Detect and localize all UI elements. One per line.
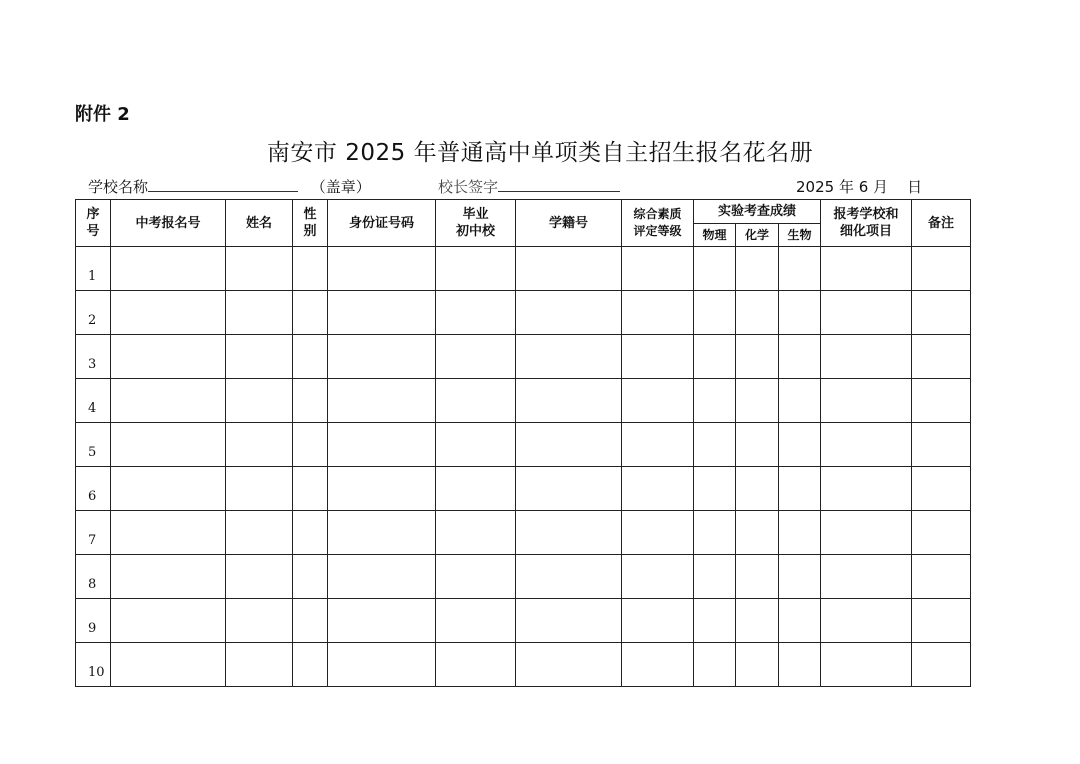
table-row	[76, 511, 971, 555]
cell-lab-physics[interactable]	[694, 511, 736, 555]
cell-lab-biology[interactable]	[779, 511, 821, 555]
header-quality-line1: 综合素质	[633, 207, 682, 221]
header-gender	[293, 200, 328, 247]
row-number: 4	[76, 379, 111, 423]
cell-lab-biology[interactable]	[779, 379, 821, 423]
cell-lab-biology[interactable]	[779, 555, 821, 599]
header-remarks: 备注	[912, 200, 971, 247]
registration-table	[75, 199, 971, 687]
header-quality-line2: 评定等级	[633, 224, 682, 238]
header-exam-no: 中考报名号	[111, 200, 226, 247]
cell-apply-school[interactable]	[821, 511, 912, 555]
cell-lab-chemistry[interactable]	[736, 291, 779, 335]
principal-label: 校长签字	[438, 178, 499, 196]
cell-quality-grade[interactable]	[622, 467, 694, 511]
cell-remarks[interactable]	[912, 511, 971, 555]
cell-gender[interactable]	[293, 335, 328, 379]
cell-id-no[interactable]	[328, 379, 436, 423]
row-number: 6	[76, 467, 111, 511]
cell-gender[interactable]	[293, 291, 328, 335]
cell-lab-physics[interactable]	[694, 379, 736, 423]
cell-student-no[interactable]	[516, 247, 622, 291]
cell-exam-no[interactable]	[111, 247, 226, 291]
cell-remarks[interactable]	[912, 643, 971, 687]
cell-student-no[interactable]	[516, 423, 622, 467]
school-name-line	[88, 176, 371, 197]
header-apply-school	[821, 200, 912, 247]
cell-exam-no[interactable]	[111, 511, 226, 555]
header-seq	[76, 200, 111, 247]
cell-graduation-school[interactable]	[436, 379, 516, 423]
cell-graduation-school[interactable]	[436, 467, 516, 511]
cell-remarks[interactable]	[912, 291, 971, 335]
date-text: 2025 年 6 月 日	[796, 178, 923, 196]
cell-lab-biology[interactable]	[779, 467, 821, 511]
cell-quality-grade[interactable]	[622, 555, 694, 599]
school-name-label: 学校名称	[88, 178, 149, 196]
cell-exam-no[interactable]	[111, 291, 226, 335]
cell-exam-no[interactable]	[111, 555, 226, 599]
cell-remarks[interactable]	[912, 379, 971, 423]
cell-apply-school[interactable]	[821, 291, 912, 335]
table-body	[76, 247, 971, 687]
page-title: 南安市 2025 年普通高中单项类自主招生报名花名册	[266, 140, 814, 166]
cell-id-no[interactable]	[328, 423, 436, 467]
cell-exam-no[interactable]	[111, 379, 226, 423]
cell-lab-physics[interactable]	[694, 291, 736, 335]
header-grad-line2: 初中校	[455, 224, 495, 239]
cell-exam-no[interactable]	[111, 467, 226, 511]
cell-gender[interactable]	[293, 555, 328, 599]
header-lab-chemistry: 化学	[736, 224, 779, 247]
cell-exam-no[interactable]	[111, 599, 226, 643]
cell-student-no[interactable]	[516, 467, 622, 511]
school-name-blank[interactable]	[148, 176, 298, 192]
cell-lab-biology[interactable]	[779, 335, 821, 379]
cell-name[interactable]	[226, 379, 293, 423]
cell-gender[interactable]	[293, 643, 328, 687]
header-apply-line1: 报考学校和	[833, 207, 899, 222]
cell-lab-biology[interactable]	[779, 247, 821, 291]
cell-remarks[interactable]	[912, 423, 971, 467]
header-seq-line1: 序	[86, 207, 100, 222]
cell-name[interactable]	[226, 291, 293, 335]
header-lab-biology: 生物	[779, 224, 821, 247]
table-row	[76, 423, 971, 467]
cell-exam-no[interactable]	[111, 335, 226, 379]
table-row	[76, 467, 971, 511]
cell-lab-physics[interactable]	[694, 335, 736, 379]
cell-student-no[interactable]	[516, 643, 622, 687]
row-number: 5	[76, 423, 111, 467]
cell-gender[interactable]	[293, 467, 328, 511]
header-graduation-school	[436, 200, 516, 247]
cell-id-no[interactable]	[328, 555, 436, 599]
cell-id-no[interactable]	[328, 467, 436, 511]
cell-lab-biology[interactable]	[779, 291, 821, 335]
table-row	[76, 555, 971, 599]
cell-lab-physics[interactable]	[694, 247, 736, 291]
cell-quality-grade[interactable]	[622, 643, 694, 687]
cell-lab-physics[interactable]	[694, 555, 736, 599]
cell-gender[interactable]	[293, 423, 328, 467]
cell-name[interactable]	[226, 511, 293, 555]
cell-quality-grade[interactable]	[622, 335, 694, 379]
table-row	[76, 599, 971, 643]
cell-graduation-school[interactable]	[436, 247, 516, 291]
cell-remarks[interactable]	[912, 599, 971, 643]
cell-graduation-school[interactable]	[436, 291, 516, 335]
cell-name[interactable]	[226, 247, 293, 291]
cell-apply-school[interactable]	[821, 467, 912, 511]
table-row	[76, 291, 971, 335]
cell-lab-physics[interactable]	[694, 467, 736, 511]
row-number: 1	[76, 247, 111, 291]
cell-id-no[interactable]	[328, 511, 436, 555]
cell-gender[interactable]	[293, 379, 328, 423]
cell-quality-grade[interactable]	[622, 511, 694, 555]
header-lab-physics: 物理	[694, 224, 736, 247]
cell-lab-chemistry[interactable]	[736, 511, 779, 555]
cell-graduation-school[interactable]	[436, 335, 516, 379]
cell-name[interactable]	[226, 467, 293, 511]
cell-id-no[interactable]	[328, 335, 436, 379]
cell-lab-biology[interactable]	[779, 599, 821, 643]
cell-graduation-school[interactable]	[436, 643, 516, 687]
cell-name[interactable]	[226, 423, 293, 467]
cell-apply-school[interactable]	[821, 379, 912, 423]
cell-graduation-school[interactable]	[436, 511, 516, 555]
cell-lab-physics[interactable]	[694, 643, 736, 687]
cell-lab-chemistry[interactable]	[736, 599, 779, 643]
row-number: 10	[76, 643, 111, 687]
header-gender-line2: 别	[303, 224, 317, 239]
cell-id-no[interactable]	[328, 643, 436, 687]
header-quality-grade	[622, 200, 694, 247]
seal-label: （盖章）	[310, 178, 371, 196]
cell-remarks[interactable]	[912, 247, 971, 291]
cell-apply-school[interactable]	[821, 599, 912, 643]
cell-apply-school[interactable]	[821, 335, 912, 379]
table-row	[76, 379, 971, 423]
cell-apply-school[interactable]	[821, 247, 912, 291]
cell-apply-school[interactable]	[821, 555, 912, 599]
cell-lab-chemistry[interactable]	[736, 643, 779, 687]
principal-signature-blank[interactable]	[498, 176, 620, 192]
cell-graduation-school[interactable]	[436, 423, 516, 467]
cell-student-no[interactable]	[516, 511, 622, 555]
cell-name[interactable]	[226, 599, 293, 643]
cell-lab-chemistry[interactable]	[736, 555, 779, 599]
cell-id-no[interactable]	[328, 247, 436, 291]
cell-remarks[interactable]	[912, 555, 971, 599]
cell-student-no[interactable]	[516, 291, 622, 335]
cell-student-no[interactable]	[516, 599, 622, 643]
cell-exam-no[interactable]	[111, 423, 226, 467]
header-student-no: 学籍号	[516, 200, 622, 247]
row-number: 7	[76, 511, 111, 555]
cell-id-no[interactable]	[328, 291, 436, 335]
cell-exam-no[interactable]	[111, 643, 226, 687]
cell-graduation-school[interactable]	[436, 555, 516, 599]
header-id-no: 身份证号码	[328, 200, 436, 247]
cell-lab-physics[interactable]	[694, 599, 736, 643]
cell-quality-grade[interactable]	[622, 291, 694, 335]
cell-graduation-school[interactable]	[436, 599, 516, 643]
cell-lab-physics[interactable]	[694, 423, 736, 467]
cell-lab-chemistry[interactable]	[736, 423, 779, 467]
cell-gender[interactable]	[293, 599, 328, 643]
cell-quality-grade[interactable]	[622, 247, 694, 291]
row-number: 9	[76, 599, 111, 643]
row-number: 8	[76, 555, 111, 599]
cell-lab-chemistry[interactable]	[736, 467, 779, 511]
cell-quality-grade[interactable]	[622, 599, 694, 643]
cell-gender[interactable]	[293, 247, 328, 291]
cell-student-no[interactable]	[516, 379, 622, 423]
cell-remarks[interactable]	[912, 467, 971, 511]
cell-name[interactable]	[226, 335, 293, 379]
cell-lab-chemistry[interactable]	[736, 335, 779, 379]
cell-lab-chemistry[interactable]	[736, 247, 779, 291]
header-lab-group: 实验考查成绩	[694, 200, 821, 224]
cell-student-no[interactable]	[516, 555, 622, 599]
cell-apply-school[interactable]	[821, 423, 912, 467]
cell-id-no[interactable]	[328, 599, 436, 643]
row-number: 3	[76, 335, 111, 379]
table-row	[76, 643, 971, 687]
principal-signature-line	[438, 176, 620, 197]
header-apply-line2: 细化项目	[840, 224, 893, 239]
cell-gender[interactable]	[293, 511, 328, 555]
table-row	[76, 247, 971, 291]
row-number: 2	[76, 291, 111, 335]
cell-remarks[interactable]	[912, 335, 971, 379]
cell-name[interactable]	[226, 643, 293, 687]
cell-lab-biology[interactable]	[779, 423, 821, 467]
cell-name[interactable]	[226, 555, 293, 599]
cell-quality-grade[interactable]	[622, 423, 694, 467]
header-grad-line1: 毕业	[462, 207, 489, 222]
header-gender-line1: 性	[303, 207, 317, 222]
cell-lab-chemistry[interactable]	[736, 379, 779, 423]
header-seq-line2: 号	[86, 224, 100, 239]
cell-lab-biology[interactable]	[779, 643, 821, 687]
attachment-label: 附件 2	[75, 104, 130, 125]
cell-student-no[interactable]	[516, 335, 622, 379]
cell-apply-school[interactable]	[821, 643, 912, 687]
cell-quality-grade[interactable]	[622, 379, 694, 423]
header-name: 姓名	[226, 200, 293, 247]
table-row	[76, 335, 971, 379]
